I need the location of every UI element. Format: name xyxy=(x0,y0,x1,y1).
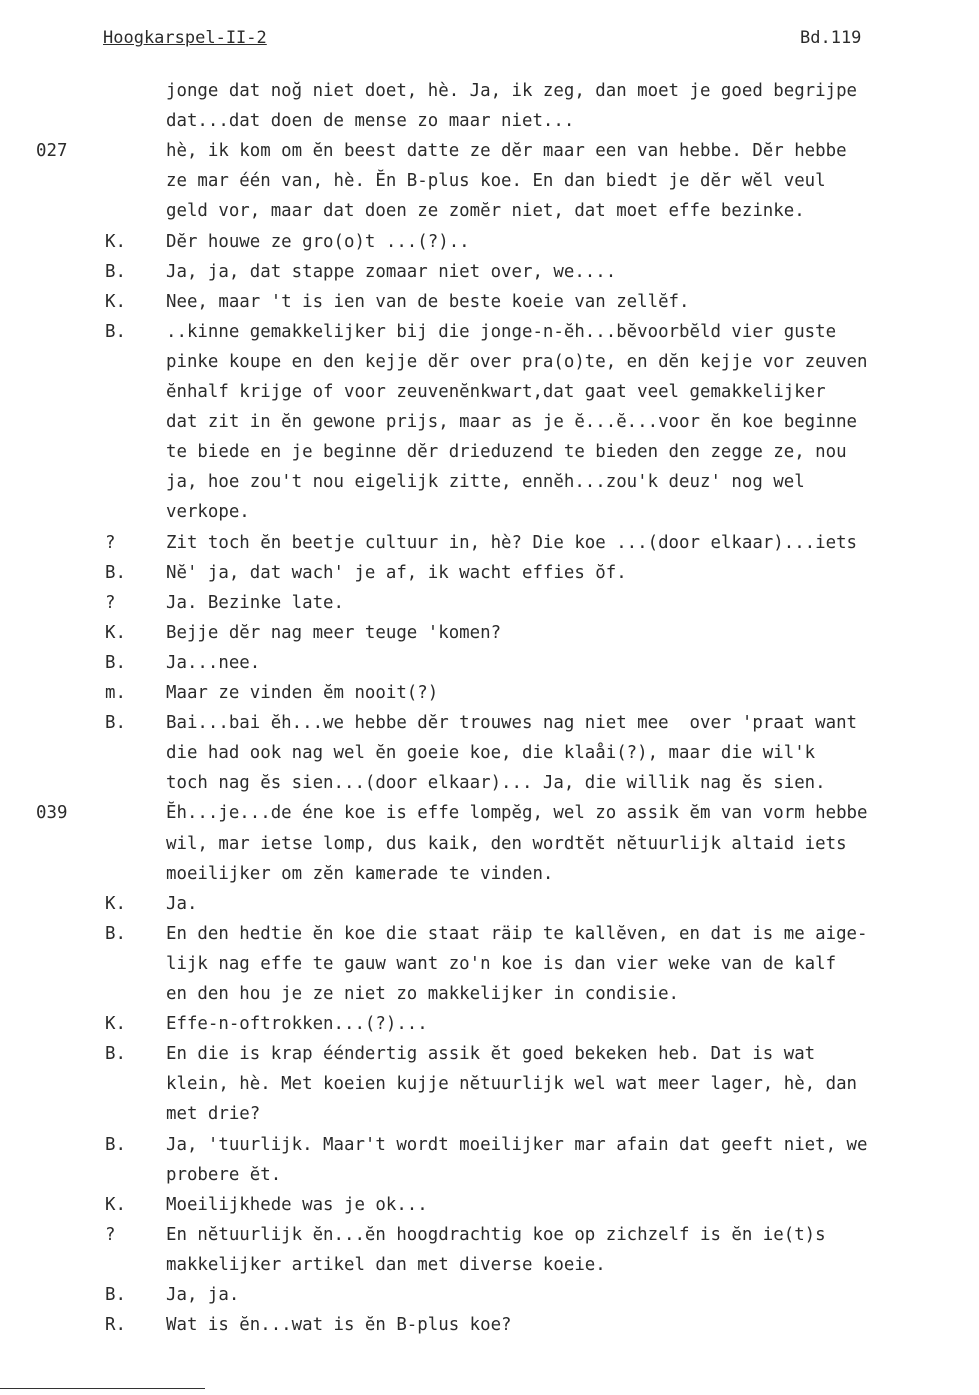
transcript-line xyxy=(0,1250,979,1280)
transcript-line xyxy=(0,467,979,497)
line-text: te biede en je beginne dĕr drieduzend te bieden den zegge ze, nou xyxy=(166,442,847,462)
speaker-label: ? xyxy=(105,533,116,553)
line-text: Ja...nee. xyxy=(166,653,261,673)
speaker-label: ? xyxy=(105,593,116,613)
line-number: 039 xyxy=(36,803,68,823)
transcript-line xyxy=(0,618,979,648)
transcript-line xyxy=(0,1099,979,1129)
speaker-label: B. xyxy=(105,653,126,673)
transcript-line xyxy=(0,227,979,257)
line-text: Nee, maar 't is ien van de beste koeie van zellĕf. xyxy=(166,292,690,312)
line-text: makkelijker artikel dan met diverse koeie. xyxy=(166,1255,606,1275)
speaker-label: K. xyxy=(105,623,126,643)
transcript-line xyxy=(0,949,979,979)
speaker-label: R. xyxy=(105,1315,126,1335)
transcript-line xyxy=(0,347,979,377)
transcript-line xyxy=(0,1220,979,1250)
speaker-label: B. xyxy=(105,262,126,282)
transcript-line xyxy=(0,196,979,226)
line-text: probere ĕt. xyxy=(166,1165,282,1185)
transcript-line xyxy=(0,76,979,106)
line-number: 027 xyxy=(36,141,68,161)
line-text: En die is krap ééndertig assik ĕt goed bekeken heb. Dat is wat xyxy=(166,1044,816,1064)
speaker-label: B. xyxy=(105,924,126,944)
transcript-line xyxy=(0,166,979,196)
line-text: Dĕr houwe ze gro(o)t ...(?).. xyxy=(166,232,470,252)
transcript-line xyxy=(0,1069,979,1099)
transcript-line xyxy=(0,1160,979,1190)
line-text: Ja. Bezinke late. xyxy=(166,593,344,613)
speaker-label: K. xyxy=(105,1014,126,1034)
transcript-line xyxy=(0,407,979,437)
speaker-label: K. xyxy=(105,232,126,252)
transcript-line xyxy=(0,1009,979,1039)
speaker-label: B. xyxy=(105,1285,126,1305)
transcript-line xyxy=(0,317,979,347)
line-text: En nĕtuurlijk ĕn...ĕn hoogdrachtig koe op zichzelf is ĕn ie(t)s xyxy=(166,1225,826,1245)
speaker-label: ? xyxy=(105,1225,116,1245)
line-text: Ĕh...je...de éne koe is effe lompĕg, wel zo assik ĕm van vorm hebbe xyxy=(166,803,868,823)
speaker-label: B. xyxy=(105,322,126,342)
line-text: die had ook nag wel ĕn goeie koe, die klaåi(?), maar die wil'k xyxy=(166,743,816,763)
speaker-label: K. xyxy=(105,894,126,914)
line-text: jonge dat noğ niet doet, hè. Ja, ik zeg, dan moet je goed begrijpe xyxy=(166,81,858,101)
line-text: Zit toch ĕn beetje cultuur in, hè? Die koe ...(door elkaar)...iets xyxy=(166,533,858,553)
line-text: dat...dat doen de mense zo maar niet... xyxy=(166,111,575,131)
line-text: En den hedtie ĕn koe die staat räip te kallĕven, en dat is me aige- xyxy=(166,924,868,944)
line-text: wil, mar ietse lomp, dus kaik, den wordtĕt nĕtuurlijk altaid iets xyxy=(166,834,847,854)
line-text: Ja. xyxy=(166,894,198,914)
line-text: lijk nag effe te gauw want zo'n koe is dan vier weke van de kalf xyxy=(166,954,837,974)
transcript-line xyxy=(0,497,979,527)
transcript-line xyxy=(0,708,979,738)
line-text: en den hou je ze niet zo makkelijker in condisie. xyxy=(166,984,680,1004)
transcript-line xyxy=(0,678,979,708)
line-text: Ja, ja. xyxy=(166,1285,240,1305)
line-text: Ja, ja, dat stappe zomaar niet over, we.... xyxy=(166,262,617,282)
transcript-line xyxy=(0,1190,979,1220)
transcript-line xyxy=(0,919,979,949)
transcript-line xyxy=(0,1310,979,1340)
line-text: dat zit in ĕn gewone prijs, maar as je ĕ...ĕ...voor ĕn koe beginne xyxy=(166,412,858,432)
transcript-line xyxy=(0,528,979,558)
line-text: Wat is ĕn...wat is ĕn B-plus koe? xyxy=(166,1315,512,1335)
transcript-line xyxy=(0,648,979,678)
transcript-line xyxy=(0,437,979,467)
line-text: pinke koupe en den kejje dĕr over pra(o)te, en dĕn kejje vor zeuven xyxy=(166,352,868,372)
footer-rule xyxy=(0,1388,205,1389)
transcript-line xyxy=(0,798,979,828)
line-text: ja, hoe zou't nou eigelijk zitte, ennĕh...zou'k deuz' nog wel xyxy=(166,472,805,492)
line-text: met drie? xyxy=(166,1104,261,1124)
transcript-line xyxy=(0,558,979,588)
transcript-line xyxy=(0,859,979,889)
transcript-line xyxy=(0,257,979,287)
line-text: toch nag ĕs sien...(door elkaar)... Ja, die willik nag ĕs sien. xyxy=(166,773,826,793)
transcript-line xyxy=(0,829,979,859)
line-text: ĕnhalf krijge of voor zeuvenĕnkwart,dat gaat veel gemakkelijker xyxy=(166,382,826,402)
line-text: verkope. xyxy=(166,502,250,522)
line-text: Nĕ' ja, dat wach' je af, ik wacht effies ŏf. xyxy=(166,563,627,583)
transcript-line xyxy=(0,136,979,166)
line-text: Maar ze vinden ĕm nooit(?) xyxy=(166,683,439,703)
speaker-label: B. xyxy=(105,563,126,583)
speaker-label: m. xyxy=(105,683,126,703)
transcript-line xyxy=(0,1280,979,1310)
transcript-line xyxy=(0,979,979,1009)
line-text: Bai...bai ĕh...we hebbe dĕr trouwes nag niet mee over 'praat want xyxy=(166,713,858,733)
line-text: Bejje dĕr nag meer teuge 'komen? xyxy=(166,623,502,643)
line-text: moeilijker om zĕn kamerade te vinden. xyxy=(166,864,554,884)
transcript-line xyxy=(0,889,979,919)
line-text: Moeilijkhede was je ok... xyxy=(166,1195,428,1215)
transcript-line xyxy=(0,738,979,768)
line-text: ze mar één van, hè. Ĕn B-plus koe. En dan biedt je dĕr wĕl veul xyxy=(166,171,826,191)
transcript-line xyxy=(0,377,979,407)
line-text: ..kinne gemakkelijker bij die jonge-n-ĕh...bĕvoorbĕld vier guste xyxy=(166,322,837,342)
page-number: Bd.119 xyxy=(800,28,862,48)
line-text: Ja, 'tuurlijk. Maar't wordt moeilijker mar afain dat geeft niet, we xyxy=(166,1135,868,1155)
transcript-line xyxy=(0,287,979,317)
speaker-label: B. xyxy=(105,1135,126,1155)
transcript-line xyxy=(0,768,979,798)
document-title: Hoogkarspel-II-2 xyxy=(103,28,267,48)
speaker-label: K. xyxy=(105,292,126,312)
speaker-label: B. xyxy=(105,1044,126,1064)
line-text: Effe-n-oftrokken...(?)... xyxy=(166,1014,428,1034)
line-text: hè, ik kom om ĕn beest datte ze dĕr maar een van hebbe. Dĕr hebbe xyxy=(166,141,847,161)
transcript-line xyxy=(0,106,979,136)
transcript-line xyxy=(0,1039,979,1069)
transcript-line xyxy=(0,588,979,618)
transcript-line xyxy=(0,1130,979,1160)
line-text: geld vor, maar dat doen ze zomĕr niet, dat moet effe bezinke. xyxy=(166,201,805,221)
speaker-label: B. xyxy=(105,713,126,733)
line-text: klein, hè. Met koeien kujje nĕtuurlijk wel wat meer lager, hè, dan xyxy=(166,1074,858,1094)
speaker-label: K. xyxy=(105,1195,126,1215)
